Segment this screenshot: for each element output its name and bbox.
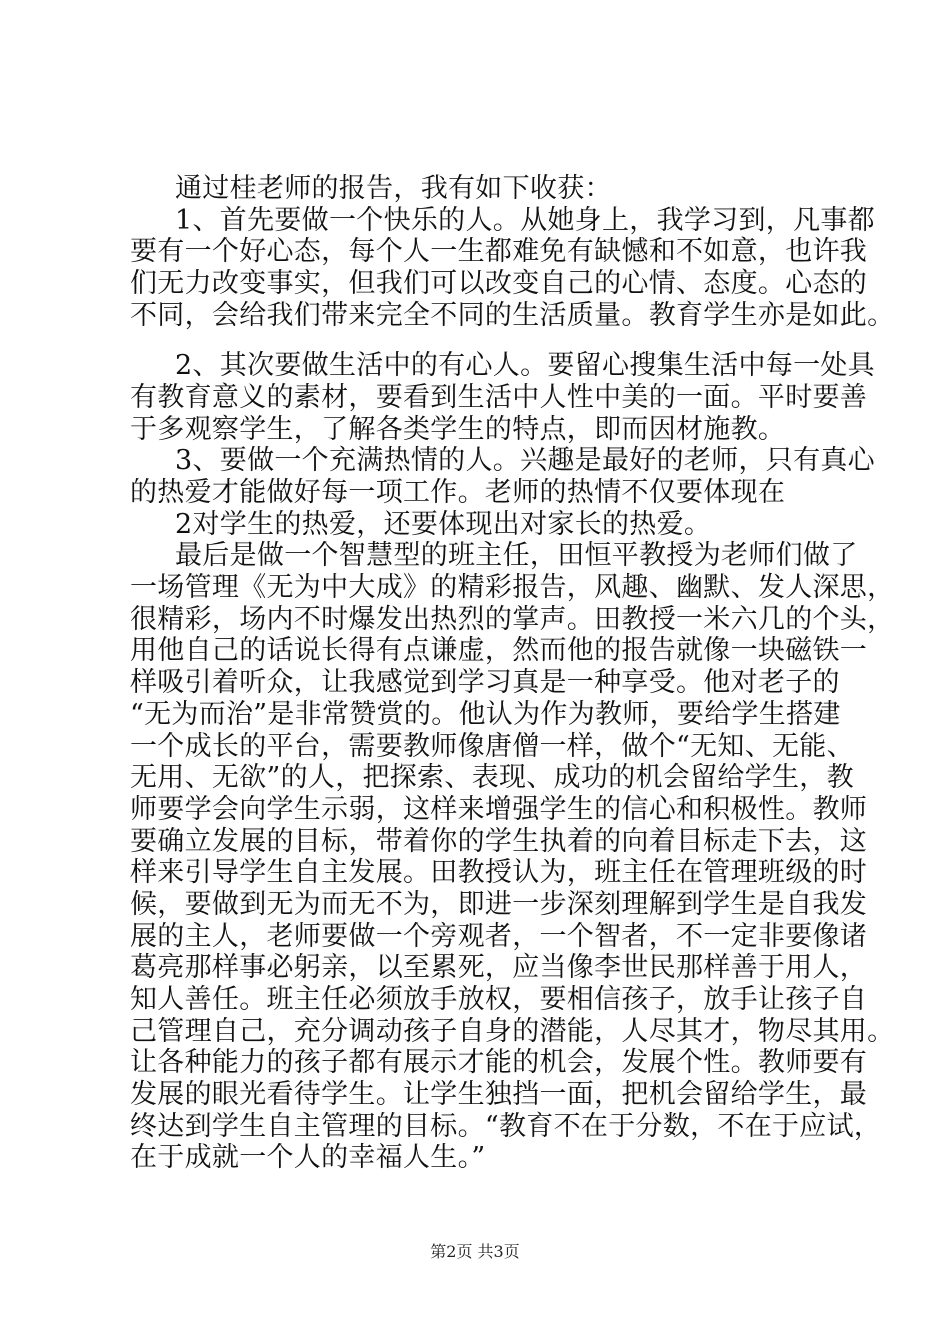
paragraph-3-continuation: 2对学生的热爱，还要体现出对家长的热爱。 xyxy=(175,509,712,540)
paragraph-3-line: 3、要做一个充满热情的人。兴趣是最好的老师，只有真心 xyxy=(175,445,875,476)
paragraph-4-line: 很精彩，场内不时爆发出热烈的掌声。田教授一米六几的个头， xyxy=(130,604,895,635)
paragraph-4-line: 展的主人，老师要做一个旁观者，一个智者，不一定非要像诸 xyxy=(130,921,868,952)
page-footer: 第2页 共3页 xyxy=(430,1242,520,1261)
paragraph-4-line: 用他自己的话说长得有点谦虚，然而他的报告就像一块磁铁一 xyxy=(130,635,868,666)
paragraph-1-line: 1、首先要做一个快乐的人。从她身上，我学习到，凡事都 xyxy=(175,205,875,236)
paragraph-3-line: 的热爱才能做好每一项工作。老师的热情不仅要体现在 xyxy=(130,477,786,508)
paragraph-2-line: 于多观察学生，了解各类学生的特点，即而因材施教。 xyxy=(130,414,786,445)
paragraph-4-line: 要确立发展的目标，带着你的学生执着的向着目标走下去，这 xyxy=(130,826,868,857)
paragraph-4-line: 终达到学生自主管理的目标。“教育不在于分数，不在于应试， xyxy=(130,1111,882,1142)
paragraph-4-line: 一个成长的平台，需要教师像唐僧一样，做个“无知、无能、 xyxy=(130,731,854,762)
paragraph-intro: 通过桂老师的报告，我有如下收获： xyxy=(175,173,612,204)
paragraph-4-line: 让各种能力的孩子都有展示才能的机会，发展个性。教师要有 xyxy=(130,1047,868,1078)
paragraph-4-line: 己管理自己，充分调动孩子自身的潜能，人尽其才，物尽其用。 xyxy=(130,1016,895,1047)
paragraph-4-line: “无为而治”是非常赞赏的。他认为作为教师，要给学生搭建 xyxy=(130,699,841,730)
paragraph-1-line: 不同，会给我们带来完全不同的生活质量。教育学生亦是如此。 xyxy=(130,300,895,331)
paragraph-1-line: 要有一个好心态，每个人一生都难免有缺憾和不如意，也许我 xyxy=(130,236,868,267)
paragraph-4-line: 发展的眼光看待学生。让学生独挡一面，把机会留给学生，最 xyxy=(130,1079,868,1110)
paragraph-2-line: 有教育意义的素材，要看到生活中人性中美的一面。平时要善 xyxy=(130,382,868,413)
paragraph-4-line: 样来引导学生自主发展。田教授认为，班主任在管理班级的时 xyxy=(130,857,868,888)
paragraph-4-line: 师要学会向学生示弱，这样来增强学生的信心和积极性。教师 xyxy=(130,794,868,825)
paragraph-4-line: 一场管理《无为中大成》的精彩报告，风趣、幽默、发人深思， xyxy=(130,572,895,603)
paragraph-4-line: 无用、无欲”的人，把探索、表现、成功的机会留给学生，教 xyxy=(130,762,854,793)
paragraph-4-line: 最后是做一个智慧型的班主任，田恒平教授为老师们做了 xyxy=(175,540,858,571)
paragraph-4-line: 候，要做到无为而无不为，即进一步深刻理解到学生是自我发 xyxy=(130,889,868,920)
paragraph-4-line: 在于成就一个人的幸福人生。” xyxy=(130,1142,486,1173)
paragraph-2-line: 2、其次要做生活中的有心人。要留心搜集生活中每一处具 xyxy=(175,350,875,381)
paragraph-1-line: 们无力改变事实，但我们可以改变自己的心情、态度。心态的 xyxy=(130,268,868,299)
paragraph-4-line: 样吸引着听众，让我感觉到学习真是一种享受。他对老子的 xyxy=(130,667,840,698)
paragraph-4-line: 知人善任。班主任必须放手放权，要相信孩子，放手让孩子自 xyxy=(130,984,868,1015)
paragraph-4-line: 葛亮那样事必躬亲，以至累死，应当像李世民那样善于用人， xyxy=(130,952,868,983)
